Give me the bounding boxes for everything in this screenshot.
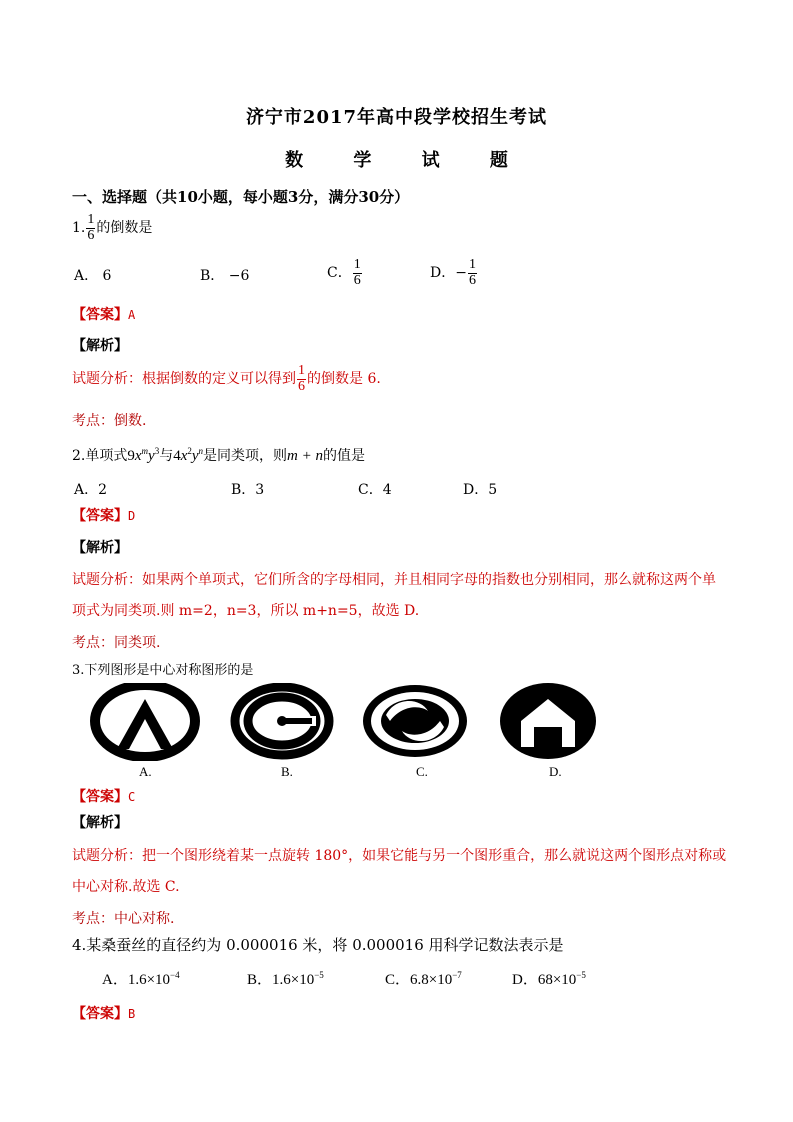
- question-3-stem: 3.下列图形是中心对称图形的是: [72, 663, 254, 678]
- question-2-stem: 2.单项式$9x^my^3$与$4x^2y^n$是同类项，则m + n的值是: [72, 446, 366, 464]
- figure-c-icon: [363, 685, 467, 757]
- q4-answer: 【答案】B: [72, 1006, 136, 1022]
- figure-d-label: D.: [549, 764, 562, 779]
- q1-option-b: B． −6: [200, 268, 250, 284]
- fraction: $\frac{1}{6}$: [87, 212, 95, 243]
- q2-option-a: A．2: [74, 482, 108, 498]
- q1-analysis: 试题分析：根据倒数的定义可以得到 $\frac{1}{6}$ 的倒数是 6.: [72, 363, 381, 394]
- section-heading: 一、选择题（共10小题，每小题3分，满分30分）: [72, 188, 410, 206]
- page-title: 济宁市2017年高中段学校招生考试: [245, 107, 548, 128]
- question-number: 1.: [72, 220, 86, 237]
- q2-kaodian: 考点：同类项.: [72, 635, 161, 651]
- question-1-stem: [72, 213, 152, 243]
- q1-option-c: C． $\frac{1}{6}$: [327, 257, 361, 288]
- figure-b-icon: [235, 687, 329, 755]
- figure-b-label: B.: [281, 764, 293, 779]
- q3-figures: [90, 683, 600, 761]
- q1-option-a: A． 6: [74, 268, 112, 284]
- q3-analysis-line-2: 中心对称.故选 C.: [72, 879, 180, 895]
- q2-option-c: C．4: [358, 482, 392, 498]
- figure-c-label: C.: [416, 764, 428, 779]
- q4-option-b: B．$1.6\times 10^{-5}$: [247, 970, 324, 988]
- q3-kaodian: 考点：中心对称.: [72, 911, 175, 927]
- q1-option-d: D．− $\frac{1}{6}$: [430, 257, 476, 288]
- q1-analysis-label: 【解析】: [72, 338, 128, 354]
- q4-option-a: A．$1.6\times 10^{-4}$: [102, 970, 180, 988]
- figure-a-label: A.: [139, 764, 152, 779]
- fraction: $\frac{1}{6}$: [468, 257, 476, 288]
- monomial-1: $9x^my^3$: [127, 446, 160, 464]
- q2-option-b: B．3: [231, 482, 265, 498]
- q4-option-d: D．$68\times 10^{-5}$: [512, 970, 586, 988]
- q2-analysis-line-2: 项式为同类项.则 m=2，n=3，所以 m+n=5，故选 D.: [72, 603, 420, 619]
- question-4-stem: 4.某桑蚕丝的直径约为 0.000016 米，将 0.000016 用科学记数法表示是: [72, 936, 564, 954]
- fraction: $\frac{1}{6}$: [298, 363, 305, 394]
- figure-a-icon: [95, 685, 195, 757]
- fraction: $\frac{1}{6}$: [353, 257, 361, 288]
- q3-analysis-line-1: 试题分析：把一个图形绕着某一点旋转 180°，如果它能与另一个图形重合，那么就说这两个图形点对称或: [72, 848, 727, 864]
- q2-answer: 【答案】D: [72, 508, 136, 524]
- q1-kaodian: 考点：倒数.: [72, 413, 147, 429]
- q2-analysis-label: 【解析】: [72, 540, 128, 556]
- q2-option-d: D．5: [463, 482, 498, 498]
- stem-text: 的倒数是: [96, 220, 153, 237]
- q2-analysis-line-1: 试题分析：如果两个单项式，它们所含的字母相同，并且相同字母的指数也分别相同，那么就称这两个单: [72, 572, 716, 588]
- q3-answer: 【答案】C: [72, 789, 136, 805]
- monomial-2: $4x^2y^n$: [173, 446, 204, 464]
- expression: m + n: [287, 448, 324, 464]
- q4-option-c: C．$6.8\times 10^{-7}$: [385, 970, 462, 988]
- q3-analysis-label: 【解析】: [72, 815, 128, 831]
- q1-answer: 【答案】A: [72, 307, 136, 323]
- figure-d-icon: [500, 683, 596, 759]
- page-subtitle: 数 学 试 题: [285, 150, 522, 171]
